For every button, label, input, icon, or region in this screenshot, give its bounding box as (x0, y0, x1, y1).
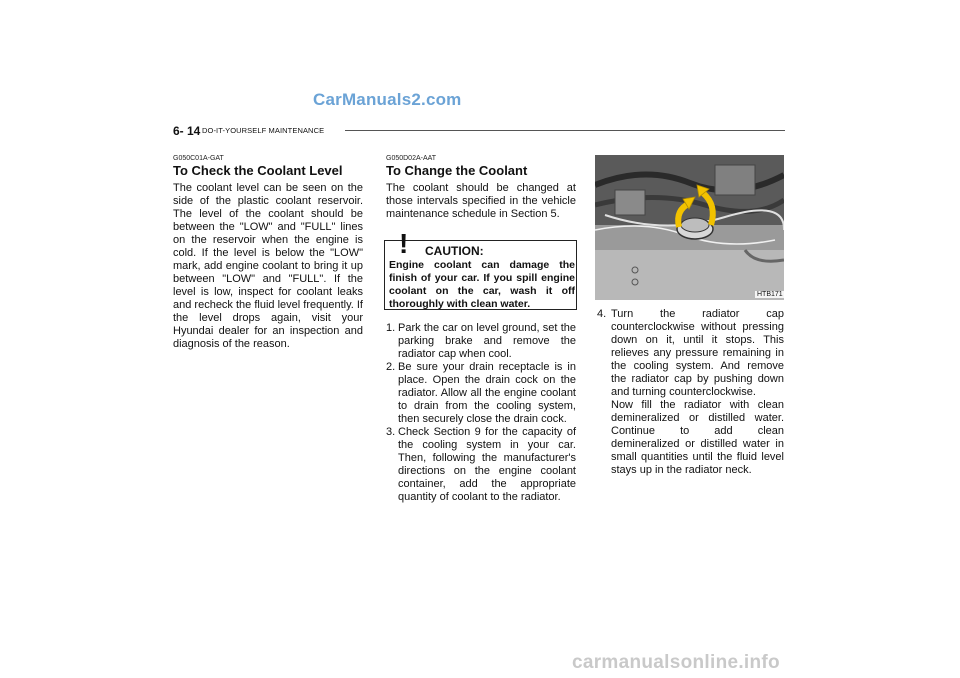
engine-photo (595, 155, 784, 300)
section-heading: To Check the Coolant Level (173, 163, 343, 178)
step-4 (597, 308, 784, 477)
watermark-top[interactable]: CarManuals2.com (313, 90, 462, 109)
list-item: 2. Be sure your drain receptacle is in place. Open the drain cock on the radiator. Allow all the engine coolant to drain from the cooling system, then securely close the drain cock. (386, 361, 576, 425)
section-body: The coolant should be changed at those intervals specified in the vehicle maintenance schedule in Section 5. (386, 182, 576, 220)
section-title: DO-IT-YOURSELF MAINTENANCE (202, 126, 325, 135)
step-text-continued: Now fill the radiator with clean demineralized or distilled water. Continue to add clean demineralized or distilled water in small quantities until the fluid level stays up in the radiator neck. (611, 399, 784, 476)
radiator-cap-photo (595, 155, 784, 300)
watermark-bottom[interactable]: carmanualsonline.info (572, 652, 780, 673)
list-item: 3. Check Section 9 for the capacity of the cooling system in your car. Then, following the manufacturer's directions on the engine coolant container, add the appropriate quantity of coolant to the radiator. (386, 426, 576, 503)
steps-list (386, 322, 576, 504)
section-heading: To Change the Coolant (386, 163, 528, 178)
list-item: 1. Park the car on level ground, set the parking brake and remove the radiator cap when cool. (386, 322, 576, 360)
warning-icon (389, 227, 419, 257)
section-code: G050D02A-AAT (386, 155, 437, 162)
section-body: The coolant level can be seen on the side of the plastic coolant reservoir. The level of the coolant should be between the "LOW" and "FULL" lines on the reservoir when the engine is cold. If the level is below the "LOW" mark, add engine coolant to bring it up between "LOW" and "FULL". If the level is low, inspect for coolant leaks and recheck the fluid level frequently. If the level drops again, visit your Hyundai dealer for an inspection and diagnosis of the reason. (173, 182, 363, 350)
header-divider (345, 130, 785, 131)
section-code: G050C01A-GAT (173, 155, 224, 162)
svg-text:!: ! (399, 228, 409, 257)
caution-box (384, 228, 577, 310)
step-number: 4. (597, 308, 607, 320)
step-text: Turn the radiator cap counterclockwise without pressing down on it, until it stops. This relieves any pressure remaining in the cooling system. And remove the radiator cap by pushing down and turning counterclockwise. (611, 308, 784, 398)
caution-title: CAUTION: (425, 244, 484, 258)
page-number: 6- 14 (173, 124, 201, 138)
image-code: HTB171 (757, 291, 783, 298)
caution-text: Engine coolant can damage the finish of your car. If you spill engine coolant on the car, wash it off thoroughly with clean water. (389, 259, 575, 310)
